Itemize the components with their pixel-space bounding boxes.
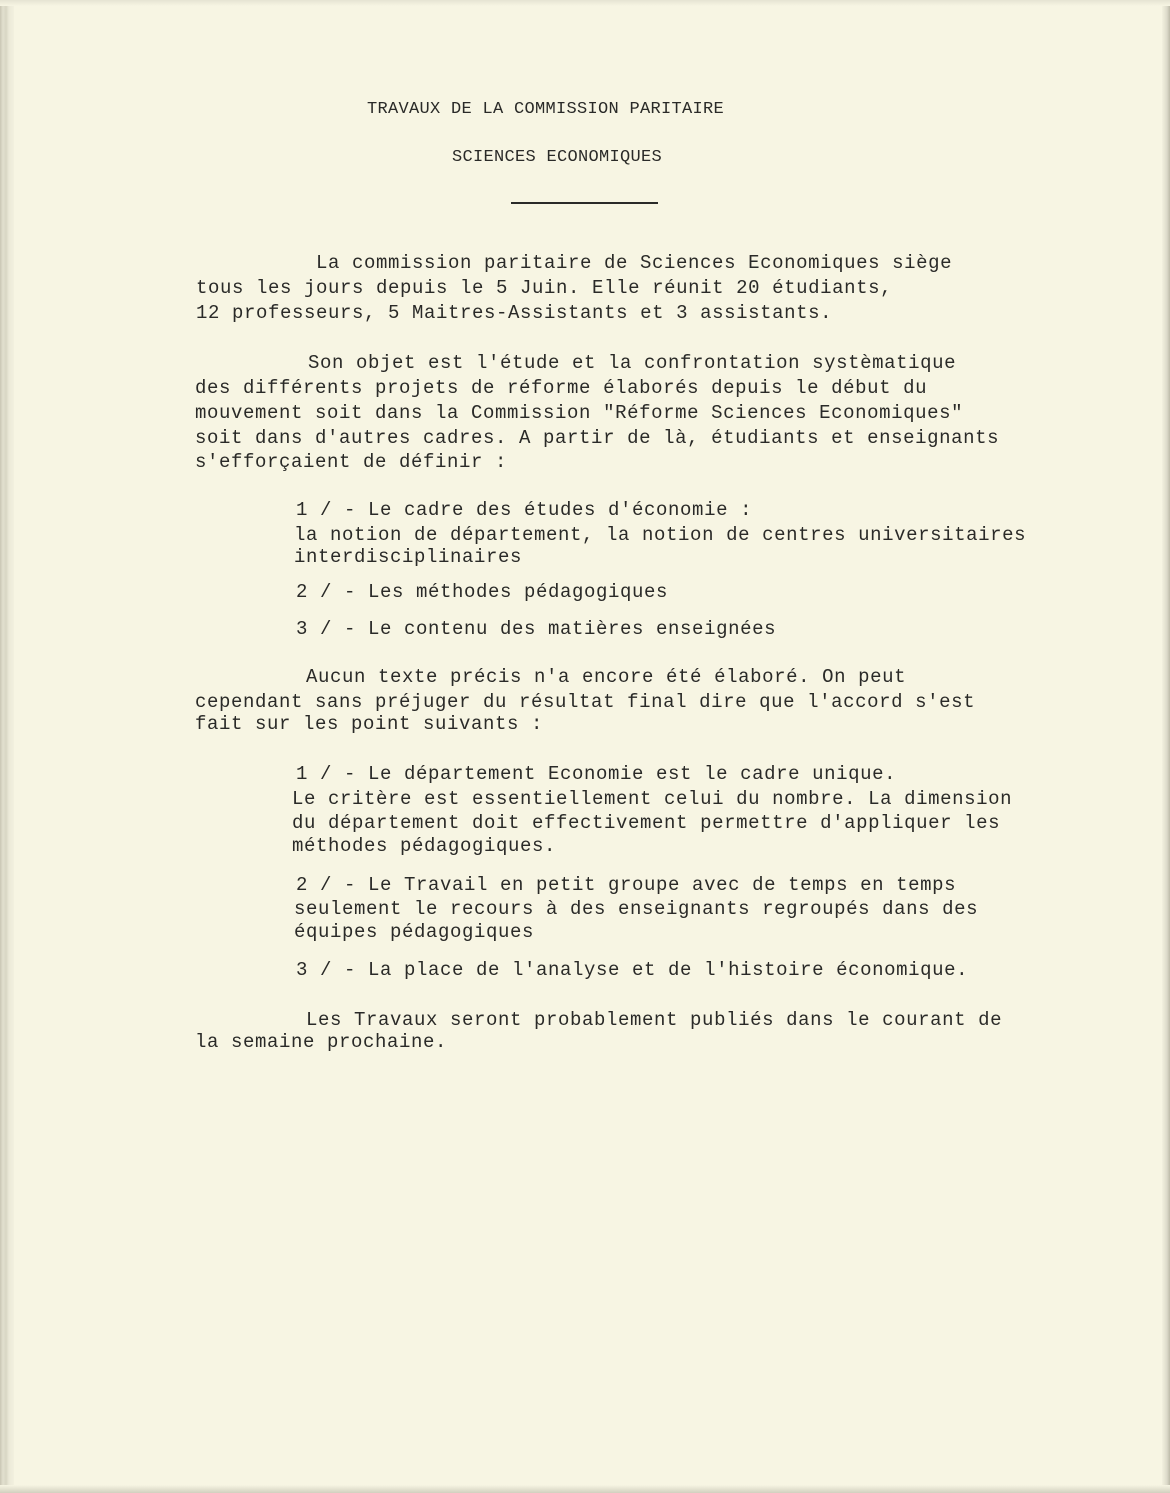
page-stack-edge-left [0,0,14,1493]
list-item-line: méthodes pédagogiques. [292,835,557,857]
list-item-line: du département doit effectivement permettre d'appliquer les [292,812,1001,834]
list-item-line: la notion de département, la notion de centres universitaires [294,524,1027,546]
page-edge-top [0,0,1170,6]
title-underline [511,202,658,204]
paragraph-line: des différents projets de réforme élaborés depuis le début du [195,377,928,399]
paragraph-line: soit dans d'autres cadres. A partir de là, étudiants et enseignants [195,427,1000,449]
page-edge-bottom [0,1485,1170,1493]
list-item-line: Le critère est essentiellement celui du nombre. La dimension [292,788,1013,810]
list-item-line: 2 / - Le Travail en petit groupe avec de temps en temps [296,874,957,896]
paragraph-line: la semaine prochaine. [195,1031,448,1053]
list-item-line: 1 / - Le cadre des études d'économie : [296,499,753,521]
list-item-line: interdisciplinaires [294,546,523,568]
list-item-line: 2 / - Les méthodes pédagogiques [296,581,669,603]
paragraph-line: 12 professeurs, 5 Maitres-Assistants et 3 assistants. [196,302,833,324]
paragraph-line: mouvement soit dans la Commission "Réforme Sciences Economiques" [195,402,964,424]
paragraph-line: s'efforçaient de définir : [195,451,508,473]
paragraph-line: cependant sans préjuger du résultat final dire que l'accord s'est [195,691,976,713]
list-item-line: 3 / - La place de l'analyse et de l'histoire économique. [296,959,969,981]
list-item-line: seulement le recours à des enseignants regroupés dans des [294,898,979,920]
paragraph-line: tous les jours depuis le 5 Juin. Elle réunit 20 étudiants, [196,277,893,299]
paragraph-line: Aucun texte précis n'a encore été élaboré. On peut [306,666,907,688]
list-item-line: équipes pédagogiques [294,921,535,943]
document-title: TRAVAUX DE LA COMMISSION PARITAIRE [367,100,725,119]
paragraph-line: La commission paritaire de Sciences Economiques siège [316,252,953,274]
list-item-line: 1 / - Le département Economie est le cadre unique. [296,763,897,785]
page-edge-right [1162,0,1170,1493]
list-item-line: 3 / - Le contenu des matières enseignées [296,618,777,640]
paragraph-line: Les Travaux seront probablement publiés dans le courant de [306,1009,1003,1031]
paragraph-line: Son objet est l'étude et la confrontation systèmatique [308,352,957,374]
paragraph-line: fait sur les point suivants : [195,713,544,735]
document-subtitle: SCIENCES ECONOMIQUES [452,148,663,167]
